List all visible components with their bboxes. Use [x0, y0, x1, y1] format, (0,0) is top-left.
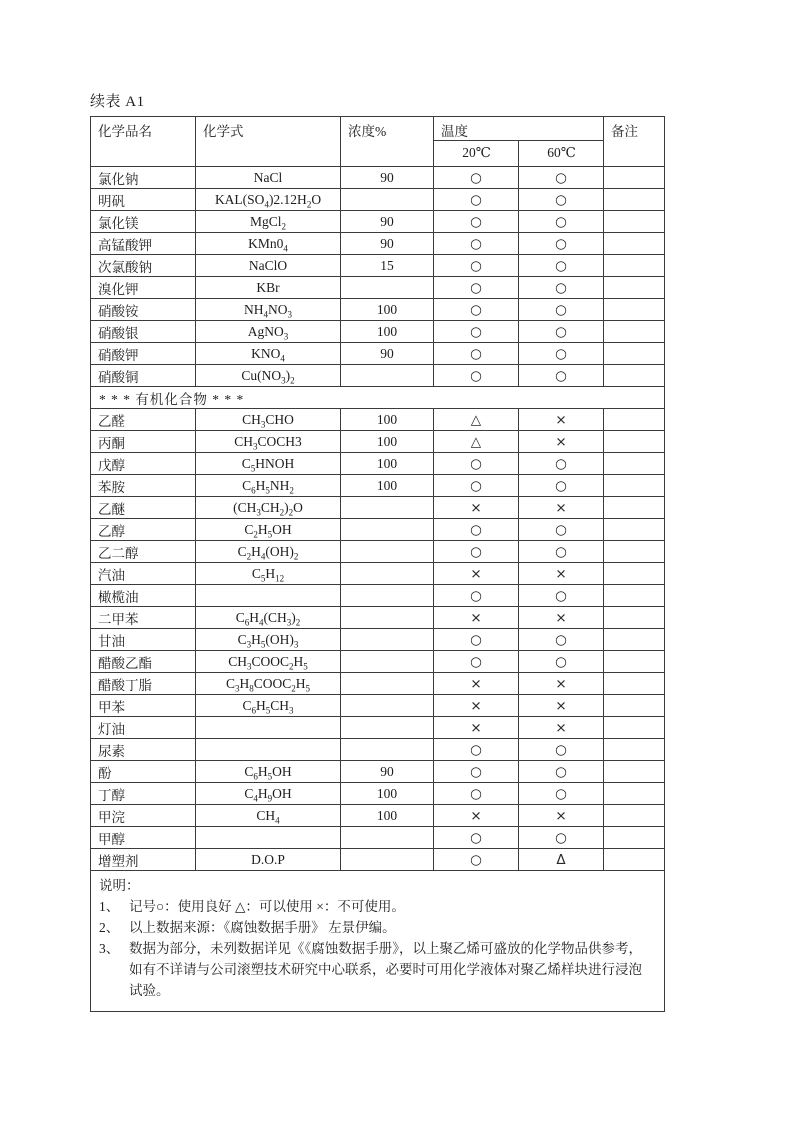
temp-20c-cell: ○ [434, 761, 519, 783]
header-formula: 化学式 [196, 117, 341, 167]
table-row [91, 673, 665, 695]
remark-cell [604, 233, 665, 255]
temp-20c-cell: △ [434, 409, 519, 431]
chemical-name-cell: 灯油 [91, 717, 196, 739]
concentration-cell: 90 [341, 343, 434, 365]
header-temp-20c: 20℃ [434, 141, 519, 167]
remark-cell [604, 299, 665, 321]
concentration-cell [341, 189, 434, 211]
chemical-name-cell: 酚 [91, 761, 196, 783]
temp-20c-cell: ○ [434, 299, 519, 321]
chemical-name-cell: 苯胺 [91, 475, 196, 497]
concentration-cell: 100 [341, 299, 434, 321]
formula-cell [196, 827, 341, 849]
temp-20c-cell: ○ [434, 365, 519, 387]
temp-20c-cell: ○ [434, 651, 519, 673]
chemical-name-cell: 醋酸乙酯 [91, 651, 196, 673]
chemical-name-cell: 甲苯 [91, 695, 196, 717]
remark-cell [604, 827, 665, 849]
formula-cell: $NH_4NO_3$ [196, 299, 341, 321]
remark-cell [604, 475, 665, 497]
formula-cell: $CH_3COOC_2H_5$ [196, 651, 341, 673]
temp-60c-cell: × [519, 497, 604, 519]
temp-20c-cell: ○ [434, 739, 519, 761]
temp-60c-cell: ○ [519, 519, 604, 541]
temp-60c-cell: × [519, 607, 604, 629]
temp-60c-cell: ○ [519, 783, 604, 805]
note-item-3 [99, 938, 652, 1001]
concentration-cell [341, 541, 434, 563]
note-text: 数据为部分，未列数据详见《《腐蚀数据手册》，以上聚乙烯可盛放的化学物品供参考，如有不详请与公司滚塑技术研究中心联系，必要时可用化学液体对聚乙烯样块进行浸泡试验。 [129, 941, 642, 998]
remark-cell [604, 343, 665, 365]
formula-cell: D.O.P [196, 849, 341, 871]
formula-cell: NaClO [196, 255, 341, 277]
table-row [91, 321, 665, 343]
chemical-name-cell: 乙二醇 [91, 541, 196, 563]
temp-60c-cell: ○ [519, 255, 604, 277]
table-row [91, 189, 665, 211]
formula-cell: $KNO_4$ [196, 343, 341, 365]
concentration-cell [341, 849, 434, 871]
temp-20c-cell: ○ [434, 277, 519, 299]
temp-20c-cell: ○ [434, 343, 519, 365]
concentration-cell [341, 739, 434, 761]
remark-cell [604, 739, 665, 761]
concentration-cell [341, 827, 434, 849]
formula-cell [196, 717, 341, 739]
remark-cell [604, 717, 665, 739]
formula-cell: $C_4H_9OH$ [196, 783, 341, 805]
concentration-cell [341, 607, 434, 629]
remark-cell [604, 585, 665, 607]
temp-20c-cell: ○ [434, 475, 519, 497]
formula-cell: $C_6H_5NH_2$ [196, 475, 341, 497]
table-row [91, 167, 665, 189]
remark-cell [604, 211, 665, 233]
chemical-name-cell: 甲醇 [91, 827, 196, 849]
remark-cell [604, 321, 665, 343]
temp-60c-cell: ○ [519, 475, 604, 497]
notes-section [91, 871, 665, 1012]
remark-cell [604, 673, 665, 695]
header-temperature: 温度 [434, 117, 604, 141]
formula-cell: $CH_4$ [196, 805, 341, 827]
remark-cell [604, 563, 665, 585]
remark-cell [604, 365, 665, 387]
temp-20c-cell: × [434, 607, 519, 629]
chemical-name-cell: 醋酸丁脂 [91, 673, 196, 695]
section-label: * * * 有机化合物 * * * [91, 387, 665, 409]
temp-60c-cell: × [519, 409, 604, 431]
temp-60c-cell: ○ [519, 277, 604, 299]
formula-cell: $Cu(NO_3)_2$ [196, 365, 341, 387]
table-row [91, 849, 665, 871]
concentration-cell [341, 717, 434, 739]
temp-60c-cell: ○ [519, 189, 604, 211]
remark-cell [604, 497, 665, 519]
chemical-name-cell: 明矾 [91, 189, 196, 211]
formula-cell: $C_6H_5CH_3$ [196, 695, 341, 717]
table-row [91, 695, 665, 717]
concentration-cell: 90 [341, 761, 434, 783]
temp-60c-cell: Δ [519, 849, 604, 871]
chemical-name-cell: 橄榄油 [91, 585, 196, 607]
formula-cell: MgCl$_2$ [196, 211, 341, 233]
remark-cell [604, 453, 665, 475]
temp-20c-cell: ○ [434, 519, 519, 541]
table-row [91, 255, 665, 277]
concentration-cell: 100 [341, 409, 434, 431]
note-text: 记号○：使用良好 △：可以使用 ×：不可使用。 [129, 899, 405, 914]
document-content [90, 93, 664, 1012]
chemical-name-cell: 甘油 [91, 629, 196, 651]
chemical-name-cell: 氯化钠 [91, 167, 196, 189]
header-temp-60c: 60℃ [519, 141, 604, 167]
concentration-cell: 90 [341, 233, 434, 255]
table-row [91, 299, 665, 321]
table-row [91, 563, 665, 585]
temp-20c-cell: ○ [434, 585, 519, 607]
formula-cell: NaCl [196, 167, 341, 189]
formula-cell: $CH_3CHO$ [196, 409, 341, 431]
remark-cell [604, 255, 665, 277]
page-title: 续表 A1 [90, 94, 145, 110]
formula-cell [196, 739, 341, 761]
concentration-cell [341, 365, 434, 387]
table-row [91, 519, 665, 541]
chemical-name-cell: 乙醇 [91, 519, 196, 541]
chemical-name-cell: 硝酸铜 [91, 365, 196, 387]
temp-20c-cell: × [434, 717, 519, 739]
temp-20c-cell: ○ [434, 167, 519, 189]
remark-cell [604, 783, 665, 805]
chemical-name-cell: 硝酸铵 [91, 299, 196, 321]
formula-cell: $C_6H_4(CH_3)_2$ [196, 607, 341, 629]
chemical-name-cell: 高锰酸钾 [91, 233, 196, 255]
chemical-name-cell: 硝酸银 [91, 321, 196, 343]
chemical-name-cell: 溴化钾 [91, 277, 196, 299]
temp-60c-cell: × [519, 695, 604, 717]
temp-60c-cell: ○ [519, 211, 604, 233]
formula-cell: $C_2H_4(OH)_2$ [196, 541, 341, 563]
table-row [91, 761, 665, 783]
temp-20c-cell: ○ [434, 453, 519, 475]
remark-cell [604, 431, 665, 453]
remark-cell [604, 805, 665, 827]
remark-cell [604, 409, 665, 431]
table-row [91, 277, 665, 299]
chemical-name-cell: 增塑剂 [91, 849, 196, 871]
concentration-cell: 100 [341, 805, 434, 827]
chemical-name-cell: 乙醚 [91, 497, 196, 519]
chemical-name-cell: 甲浣 [91, 805, 196, 827]
temp-60c-cell: ○ [519, 365, 604, 387]
temp-60c-cell: × [519, 805, 604, 827]
chemical-name-cell: 汽油 [91, 563, 196, 585]
formula-cell: $KAL(SO_4)2.12H_2O$ [196, 189, 341, 211]
formula-cell: $CH_3COCH3$ [196, 431, 341, 453]
temp-20c-cell: ○ [434, 629, 519, 651]
temp-20c-cell: × [434, 563, 519, 585]
concentration-cell [341, 519, 434, 541]
chemical-name-cell: 硝酸钾 [91, 343, 196, 365]
temp-20c-cell: ○ [434, 321, 519, 343]
remark-cell [604, 629, 665, 651]
remark-cell [604, 849, 665, 871]
temp-20c-cell: ○ [434, 541, 519, 563]
concentration-cell [341, 651, 434, 673]
temp-60c-cell: × [519, 563, 604, 585]
chemical-compatibility-table [90, 116, 665, 1012]
temp-20c-cell: × [434, 805, 519, 827]
remark-cell [604, 167, 665, 189]
concentration-cell [341, 695, 434, 717]
temp-20c-cell: ○ [434, 189, 519, 211]
note-text: 以上数据来源：《腐蚀数据手册》 左景伊编。 [129, 920, 396, 935]
temp-20c-cell: × [434, 695, 519, 717]
formula-cell: $C_2H_5OH$ [196, 519, 341, 541]
table-row [91, 805, 665, 827]
temp-20c-cell: × [434, 497, 519, 519]
concentration-cell: 100 [341, 475, 434, 497]
header-chemical-name: 化学品名 [91, 117, 196, 167]
remark-cell [604, 189, 665, 211]
remark-cell [604, 695, 665, 717]
header-remark: 备注 [604, 117, 665, 167]
temp-60c-cell: ○ [519, 761, 604, 783]
notes-label: 说明： [99, 878, 140, 893]
table-row [91, 739, 665, 761]
table-row [91, 211, 665, 233]
table-row [91, 365, 665, 387]
temp-20c-cell: ○ [434, 827, 519, 849]
chemical-name-cell: 氯化镁 [91, 211, 196, 233]
table-row [91, 585, 665, 607]
chemical-name-cell: 尿素 [91, 739, 196, 761]
table-row [91, 497, 665, 519]
table-row [91, 409, 665, 431]
concentration-cell: 15 [341, 255, 434, 277]
concentration-cell: 100 [341, 431, 434, 453]
concentration-cell [341, 563, 434, 585]
temp-60c-cell: ○ [519, 233, 604, 255]
concentration-cell [341, 277, 434, 299]
temp-60c-cell: × [519, 673, 604, 695]
temp-60c-cell: ○ [519, 827, 604, 849]
temp-20c-cell: ○ [434, 255, 519, 277]
temp-20c-cell: ○ [434, 233, 519, 255]
chemical-name-cell: 次氯酸钠 [91, 255, 196, 277]
temp-20c-cell: ○ [434, 783, 519, 805]
concentration-cell [341, 497, 434, 519]
table-row [91, 629, 665, 651]
remark-cell [604, 761, 665, 783]
remark-cell [604, 651, 665, 673]
note-item-2 [99, 917, 652, 938]
temp-20c-cell: ○ [434, 211, 519, 233]
concentration-cell: 90 [341, 167, 434, 189]
temp-60c-cell: × [519, 717, 604, 739]
temp-60c-cell: ○ [519, 585, 604, 607]
table-row [91, 783, 665, 805]
temp-60c-cell: ○ [519, 321, 604, 343]
header-concentration: 浓度% [341, 117, 434, 167]
temp-20c-cell: ○ [434, 849, 519, 871]
formula-cell: KBr [196, 277, 341, 299]
table-row [91, 541, 665, 563]
remark-cell [604, 519, 665, 541]
concentration-cell [341, 585, 434, 607]
temp-20c-cell: △ [434, 431, 519, 453]
formula-cell: AgNO$_3$ [196, 321, 341, 343]
formula-cell: $C_3H_8COOC_2H_5$ [196, 673, 341, 695]
formula-cell: $KMn0_4$ [196, 233, 341, 255]
table-row [91, 431, 665, 453]
temp-60c-cell: ○ [519, 167, 604, 189]
table-row [91, 827, 665, 849]
concentration-cell: 100 [341, 321, 434, 343]
temp-60c-cell: × [519, 431, 604, 453]
note-number: 2、 [99, 920, 120, 935]
temp-60c-cell: ○ [519, 541, 604, 563]
table-body [91, 167, 665, 871]
temp-60c-cell: ○ [519, 651, 604, 673]
chemical-name-cell: 戊醇 [91, 453, 196, 475]
table-row [91, 717, 665, 739]
table-row [91, 651, 665, 673]
chemical-name-cell: 乙醛 [91, 409, 196, 431]
note-number: 3、 [99, 941, 120, 956]
formula-cell [196, 585, 341, 607]
chemical-name-cell: 丁醇 [91, 783, 196, 805]
note-number: 1、 [99, 899, 120, 914]
temp-60c-cell: ○ [519, 629, 604, 651]
formula-cell: $C_5H_{12}$ [196, 563, 341, 585]
temp-60c-cell: ○ [519, 299, 604, 321]
note-item-1 [99, 896, 652, 917]
concentration-cell: 100 [341, 783, 434, 805]
concentration-cell: 100 [341, 453, 434, 475]
remark-cell [604, 541, 665, 563]
table-row [91, 343, 665, 365]
remark-cell [604, 277, 665, 299]
temp-60c-cell: ○ [519, 453, 604, 475]
table-row [91, 607, 665, 629]
temp-60c-cell: ○ [519, 739, 604, 761]
chemical-name-cell: 二甲苯 [91, 607, 196, 629]
section-row-organic-compounds [91, 387, 665, 409]
formula-cell: $(CH_3CH_2)_2O$ [196, 497, 341, 519]
concentration-cell [341, 629, 434, 651]
table-header [91, 117, 665, 167]
temp-60c-cell: ○ [519, 343, 604, 365]
table-row [91, 453, 665, 475]
concentration-cell: 90 [341, 211, 434, 233]
chemical-name-cell: 丙酮 [91, 431, 196, 453]
formula-cell: $C_3H_5(OH)_3$ [196, 629, 341, 651]
concentration-cell [341, 673, 434, 695]
table-row [91, 475, 665, 497]
temp-20c-cell: × [434, 673, 519, 695]
formula-cell: $C_5HNOH$ [196, 453, 341, 475]
remark-cell [604, 607, 665, 629]
table-row [91, 233, 665, 255]
formula-cell: $C_6H_5OH$ [196, 761, 341, 783]
